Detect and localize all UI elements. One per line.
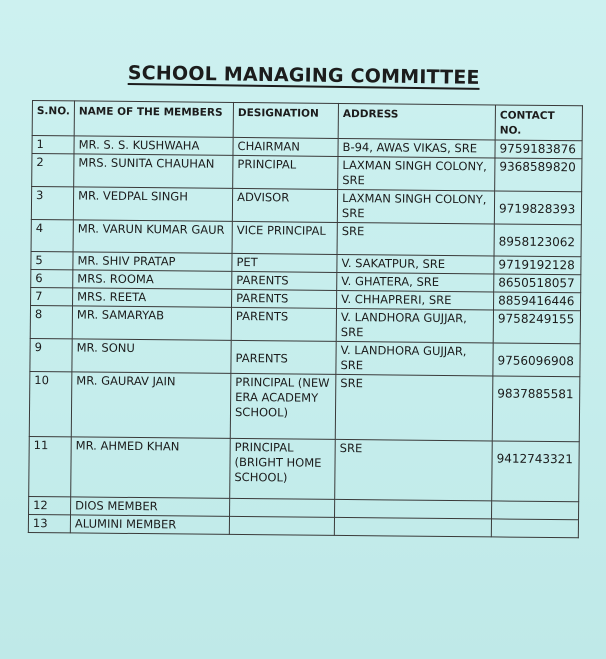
cell-address: SRE — [337, 222, 494, 256]
cell-designation: PRINCIPAL — [233, 155, 338, 189]
cell-name: MRS. ROOMA — [73, 270, 232, 290]
committee-table — [28, 100, 583, 538]
cell-address — [335, 499, 492, 519]
cell-sno: 10 — [29, 371, 72, 436]
cell-contact — [491, 519, 578, 538]
cell-address: LAXMAN SINGH COLONY, SRE — [338, 156, 495, 191]
cell-sno: 13 — [28, 514, 70, 532]
cell-address: SRE — [335, 439, 493, 501]
page-title: SCHOOL MANAGING COMMITTEE — [127, 62, 480, 89]
cell-contact: 8859416446 — [494, 292, 581, 311]
table-row — [31, 219, 581, 256]
cell-contact: 9756096908 — [493, 343, 580, 377]
cell-designation: PRINCIPAL (BRIGHT HOME SCHOOL) — [230, 438, 336, 499]
cell-contact: 9719828393 — [494, 191, 581, 225]
cell-designation: PRINCIPAL (NEW ERA ACADEMY SCHOOL) — [230, 373, 336, 439]
cell-contact: 9719192128 — [494, 256, 581, 275]
cell-sno: 2 — [32, 154, 74, 187]
header-address: ADDRESS — [338, 103, 495, 140]
cell-designation: PARENTS — [231, 340, 336, 374]
cell-sno: 9 — [30, 338, 72, 371]
cell-sno: 4 — [31, 219, 73, 251]
cell-address: V. GHATERA, SRE — [337, 272, 494, 292]
table-row — [29, 436, 580, 501]
cell-name: MR. VEDPAL SINGH — [73, 187, 232, 222]
cell-name: MR. VARUN KUMAR GAUR — [73, 220, 232, 254]
cell-sno: 8 — [30, 305, 72, 338]
cell-contact: 9368589820 — [495, 158, 582, 192]
cell-name: ALUMINI MEMBER — [70, 515, 229, 535]
cell-sno: 1 — [32, 136, 74, 154]
cell-name: MRS. SUNITA CHAUHAN — [74, 154, 233, 189]
cell-sno: 7 — [31, 287, 73, 305]
cell-designation: PARENTS — [231, 307, 336, 341]
cell-address: SRE — [335, 374, 493, 441]
cell-designation: VICE PRINCIPAL — [232, 221, 337, 254]
cell-contact: 9837885581 — [492, 376, 580, 442]
header-designation: DESIGNATION — [233, 102, 338, 138]
cell-designation — [230, 498, 335, 517]
table-row — [32, 154, 582, 192]
cell-contact: 9758249155 — [493, 310, 580, 344]
cell-contact — [492, 501, 579, 520]
cell-address — [334, 517, 491, 537]
cell-contact: 8650518057 — [494, 274, 581, 293]
cell-name: MR. GAURAV JAIN — [71, 372, 231, 439]
cell-name: MR. SONU — [72, 339, 231, 374]
cell-name: MRS. REETA — [73, 288, 232, 308]
header-contact: CONTACT NO. — [495, 105, 582, 141]
table-header-row — [32, 101, 582, 141]
cell-name: MR. SHIV PRATAP — [73, 252, 232, 272]
header-sno: S.NO. — [32, 101, 74, 136]
cell-designation: ADVISOR — [232, 188, 337, 222]
table-row — [30, 305, 580, 343]
cell-contact: 8958123062 — [494, 224, 581, 257]
cell-address: V. LANDHORA GUJJAR, SRE — [336, 341, 493, 376]
cell-sno: 11 — [29, 436, 72, 496]
table-row — [30, 338, 580, 376]
cell-sno: 6 — [31, 269, 73, 287]
cell-sno: 5 — [31, 251, 73, 269]
cell-designation: PARENTS — [232, 289, 337, 308]
cell-address: V. CHHAPRERI, SRE — [337, 290, 494, 310]
table-row — [29, 371, 580, 441]
cell-address: V. LANDHORA GUJJAR, SRE — [336, 308, 493, 343]
cell-sno: 3 — [31, 187, 73, 220]
cell-name: MR. S. S. KUSHWAHA — [74, 136, 233, 156]
cell-designation — [229, 516, 334, 535]
cell-name: DIOS MEMBER — [71, 497, 230, 517]
cell-sno: 12 — [29, 496, 71, 514]
cell-designation: PET — [232, 253, 337, 272]
cell-designation: PARENTS — [232, 271, 337, 290]
cell-contact: 9412743321 — [492, 441, 580, 502]
cell-address: LAXMAN SINGH COLONY, SRE — [337, 189, 494, 224]
cell-designation: CHAIRMAN — [233, 137, 338, 156]
cell-address: V. SAKATPUR, SRE — [337, 254, 494, 274]
header-name: NAME OF THE MEMBERS — [74, 101, 233, 138]
cell-address: B-94, AWAS VIKAS, SRE — [338, 138, 495, 158]
cell-name: MR. SAMARYAB — [72, 306, 231, 341]
cell-name: MR. AHMED KHAN — [71, 437, 231, 499]
cell-contact: 9759183876 — [495, 140, 582, 159]
table-row — [31, 187, 581, 225]
